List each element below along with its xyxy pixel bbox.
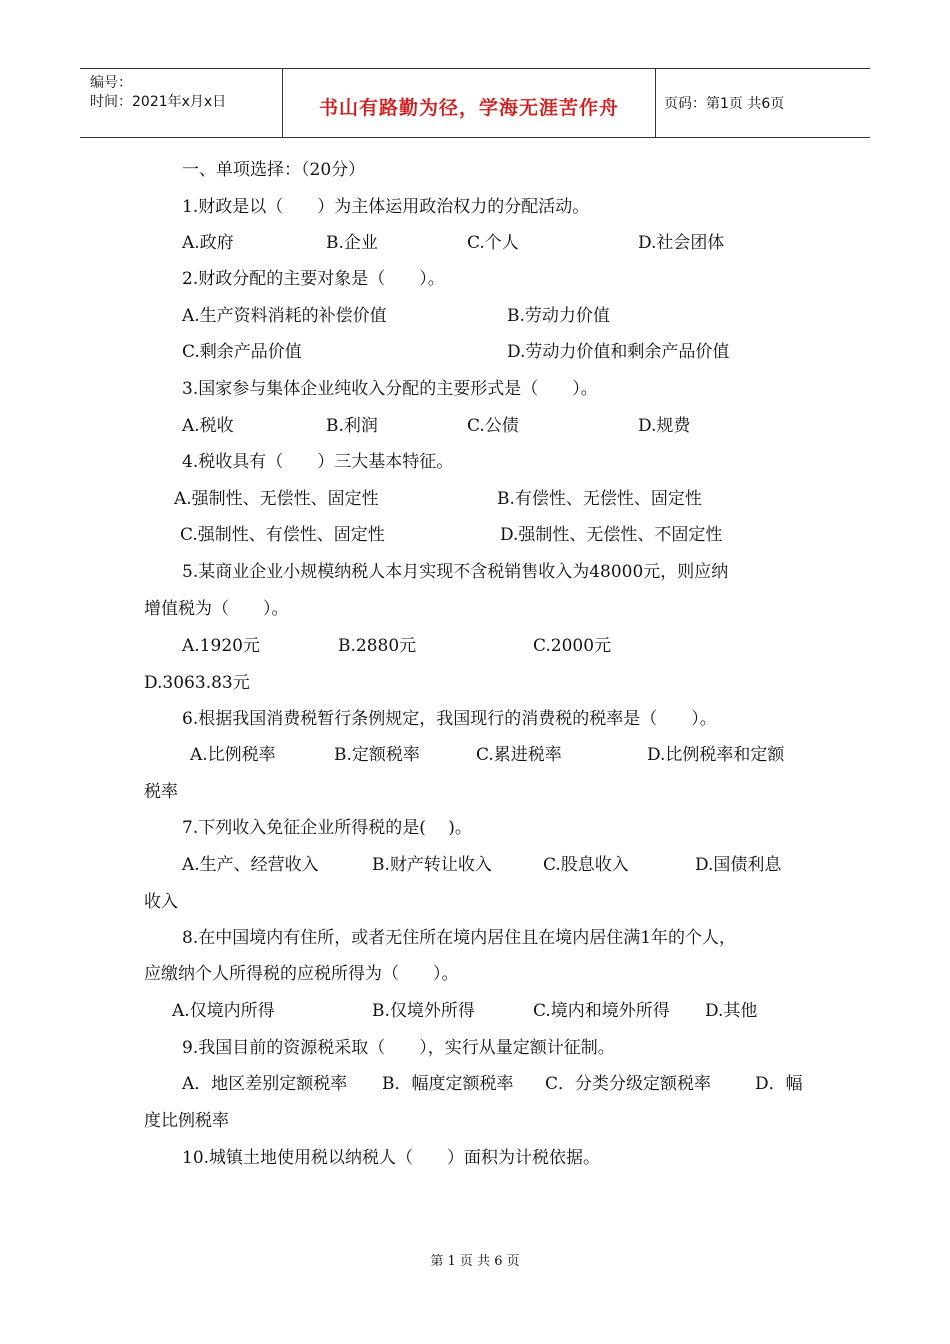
q1-option-c: C.个人	[467, 233, 519, 253]
question-9: 9.我国目前的资源税采取（ ），实行从量定额计征制。	[182, 1038, 615, 1058]
q9-option-b: B．幅度定额税率	[382, 1074, 514, 1094]
header-page-label: 页码：第1页 共6页	[664, 96, 785, 112]
header-motto: 书山有路勤为径，学海无涯苦作舟	[318, 96, 619, 119]
document-date-label: 时间：2021年x月x日	[90, 94, 227, 110]
question-3: 3.国家参与集体企业纯收入分配的主要形式是（ ）。	[182, 379, 598, 399]
q6-option-d-wrap: 税率	[144, 782, 178, 802]
question-2: 2.财政分配的主要对象是（ ）。	[182, 269, 445, 289]
question-8-line1: 8.在中国境内有住所，或者无住所在境内居住且在境内居住满1年的个人，	[182, 928, 737, 948]
q2-option-d: D.劳动力价值和剩余产品价值	[507, 342, 730, 362]
q8-option-d: D.其他	[705, 1001, 758, 1021]
q7-option-b: B.财产转让收入	[372, 855, 492, 875]
section-title: 一、单项选择：（20分）	[182, 160, 366, 180]
q1-option-d: D.社会团体	[638, 233, 725, 253]
q8-option-b: B.仅境外所得	[372, 1001, 475, 1021]
header-motto-cell	[282, 69, 656, 137]
q9-option-d-wrap: 度比例税率	[144, 1111, 229, 1131]
q6-option-c: C.累进税率	[476, 745, 562, 765]
q7-option-a: A.生产、经营收入	[182, 855, 319, 875]
q9-option-a: A．地区差别定额税率	[182, 1074, 348, 1094]
q6-option-b: B.定额税率	[334, 745, 420, 765]
page-footer: 第 1 页 共 6 页	[430, 1254, 520, 1269]
q8-option-a: A.仅境内所得	[172, 1001, 275, 1021]
q7-option-d: D.国债利息	[695, 855, 782, 875]
question-5-line2: 增值税为（ ）。	[144, 599, 289, 619]
q3-option-a: A.税收	[182, 416, 234, 436]
header-info-cell	[80, 69, 282, 137]
question-7: 7.下列收入免征企业所得税的是( )。	[182, 818, 472, 838]
q3-option-c: C.公债	[467, 416, 519, 436]
document-header	[80, 68, 870, 138]
q4-option-a: A.强制性、无偿性、固定性	[174, 489, 379, 509]
q2-option-a: A.生产资料消耗的补偿价值	[182, 306, 387, 326]
q4-option-d: D.强制性、无偿性、不固定性	[500, 525, 723, 545]
q5-option-a: A.1920元	[182, 636, 260, 656]
question-5-line1: 5.某商业企业小规模纳税人本月实现不含税销售收入为48000元，则应纳	[182, 562, 729, 582]
question-4: 4.税收具有（ ）三大基本特征。	[182, 452, 454, 472]
q5-option-b: B.2880元	[338, 636, 417, 656]
q4-option-b: B.有偿性、无偿性、固定性	[497, 489, 702, 509]
q4-option-c: C.强制性、有偿性、固定性	[180, 525, 385, 545]
q1-option-a: A.政府	[182, 233, 234, 253]
q7-option-d-wrap: 收入	[144, 892, 178, 912]
question-10: 10.城镇土地使用税以纳税人（ ）面积为计税依据。	[182, 1148, 601, 1168]
question-8-line2: 应缴纳个人所得税的应税所得为（ ）。	[144, 964, 459, 984]
q9-option-c: C．分类分级定额税率	[545, 1074, 712, 1094]
q9-option-d: D．幅	[755, 1074, 803, 1094]
q1-option-b: B.企业	[326, 233, 378, 253]
q2-option-b: B.劳动力价值	[507, 306, 610, 326]
q7-option-c: C.股息收入	[543, 855, 629, 875]
header-page-cell	[654, 69, 870, 137]
q2-option-c: C.剩余产品价值	[182, 342, 302, 362]
q6-option-a: A.比例税率	[190, 745, 276, 765]
q3-option-d: D.规费	[638, 416, 691, 436]
q5-option-d: D.3063.83元	[144, 673, 250, 693]
q8-option-c: C.境内和境外所得	[533, 1001, 670, 1021]
question-6: 6.根据我国消费税暂行条例规定，我国现行的消费税的税率是（ ）。	[182, 709, 717, 729]
q6-option-d: D.比例税率和定额	[647, 745, 785, 765]
q3-option-b: B.利润	[326, 416, 378, 436]
q5-option-c: C.2000元	[533, 636, 612, 656]
document-number-label: 编号：	[90, 75, 132, 91]
question-1: 1.财政是以（ ）为主体运用政治权力的分配活动。	[182, 197, 590, 217]
